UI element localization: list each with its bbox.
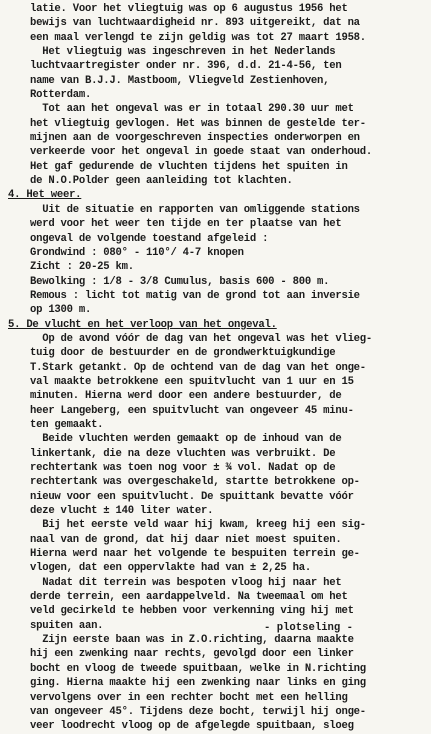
- text-line: een maal verlengd te zijn geldig was tot 27 maart 1958.: [30, 31, 366, 44]
- text-line: veld gecirkeld te hebben voor verkenning ving hij met: [30, 605, 354, 618]
- text-line: Beide vluchten werden gemaakt op de inhoud van de: [30, 433, 342, 446]
- text-line: Het gaf gedurende de vluchten tijdens het spuiten in: [30, 160, 348, 173]
- page-catchword: - plotseling -: [263, 622, 353, 634]
- text-line: van ongeveer 45°. Tijdens deze bocht, terwijl hij onge-: [30, 705, 366, 718]
- text-line: nieuw voor een spuitvlucht. De spuittank bevatte vóór: [30, 490, 354, 503]
- text-line: spuiten aan.: [30, 619, 104, 632]
- text-line: Het vliegtuig was ingeschreven in het Nederlands: [30, 46, 336, 59]
- text-line: Zicht : 20-25 km.: [30, 261, 134, 274]
- text-line: Uit de situatie en rapporten van omliggende stations: [30, 203, 360, 216]
- text-line: bewijs van luchtwaardigheid nr. 893 uitgereikt, dat na: [30, 17, 360, 30]
- text-line: name van B.J.J. Mastboom, Vliegveld Zestienhoven,: [30, 74, 330, 87]
- text-line: naal van de grond, dat hij daar niet moest spuiten.: [30, 533, 342, 546]
- text-line: werd voor het weer ten tijde en ter plaatse van het: [30, 218, 342, 231]
- text-line: val maakte betrokkene een spuitvlucht van 1 uur en 15: [30, 375, 354, 388]
- text-line: Zijn eerste baan was in Z.O.richting, daarna maakte: [30, 634, 354, 647]
- text-line: Bewolking : 1/8 - 3/8 Cumulus, basis 600 - 800 m.: [30, 275, 330, 288]
- text-line: heer Langeberg, een spuitvlucht van ongeveer 45 minu-: [30, 404, 354, 417]
- text-line: tuig door de bestuurder en de grondwerktuigkundige: [30, 347, 336, 360]
- text-line: Nadat dit terrein was bespoten vloog hij naar het: [30, 576, 342, 589]
- text-line: hij een zwenking naar rechts, gevolgd door een linker: [30, 648, 354, 661]
- text-line: latie. Voor het vliegtuig was op 6 augustus 1956 het: [30, 3, 348, 15]
- text-line: Rotterdam.: [30, 89, 92, 102]
- text-line: Bij het eerste veld waar hij kwam, kreeg hij een sig-: [30, 519, 366, 532]
- text-line: T.Stark getankt. Op de ochtend van de dag van het onge-: [30, 361, 366, 374]
- text-line: ging. Hierna maakte hij een zwenking naar links en ging: [30, 677, 366, 690]
- text-line: mijnen aan de voorgeschreven inspecties onderworpen en: [30, 132, 360, 145]
- text-line: ongeval de volgende toestand afgeleid :: [30, 232, 269, 245]
- text-line: luchtvaartregister onder nr. 396, d.d. 21-4-56, ten: [30, 60, 342, 73]
- text-line: bocht en vloog de tweede spuitbaan, welke in N.richting: [30, 662, 366, 675]
- text-line: het vliegtuig gevlogen. Het was binnen de gestelde ter-: [30, 117, 366, 130]
- text-line: Remous : licht tot matig van de grond tot aan inversie: [30, 289, 360, 302]
- text-line: Grondwind : 080° - 110°/ 4-7 knopen: [30, 246, 244, 259]
- text-line: Tot aan het ongeval was er in totaal 290.30 uur met: [30, 103, 354, 116]
- text-line: Op de avond vóór de dag van het ongeval was het vlieg-: [30, 332, 373, 345]
- text-line: veer loodrecht vloog op de afgelegde spuitbaan, sloeg: [30, 720, 354, 733]
- section-heading: 5. De vlucht en het verloop van het ongeval.: [8, 318, 277, 331]
- text-line: verkeerde voor het ongeval in goede staat van onderhoud.: [30, 146, 373, 159]
- text-line: rechtertank was overgeschakeld, startte betrokkene op-: [30, 476, 360, 489]
- text-line: derde terrein, een aardappelveld. Na tweemaal om het: [30, 591, 348, 604]
- text-line: op 1300 m.: [30, 304, 92, 317]
- text-line: ten gemaakt.: [30, 418, 104, 431]
- text-line: Hierna werd naar het volgende te bespuiten terrein ge-: [30, 548, 360, 561]
- document-body: [8, 2, 423, 734]
- text-line: rechtertank was toen nog voor ± ¾ vol. Nadat op de: [30, 462, 336, 474]
- text-line: linkertank, die na deze vluchten was verbruikt. De: [30, 447, 336, 460]
- text-line: vlogen, dat een oppervlakte had van ± 2,25 ha.: [30, 562, 311, 575]
- text-line: vervolgens over in een rechter bocht met een helling: [30, 691, 348, 704]
- text-line: de N.O.Polder geen aanleiding tot klachten.: [30, 175, 293, 188]
- text-line: minuten. Hierna werd door een andere bestuurder, de: [30, 390, 342, 403]
- text-line: deze vlucht ± 140 liter water.: [30, 505, 214, 518]
- section-heading: 4. Het weer.: [8, 189, 82, 202]
